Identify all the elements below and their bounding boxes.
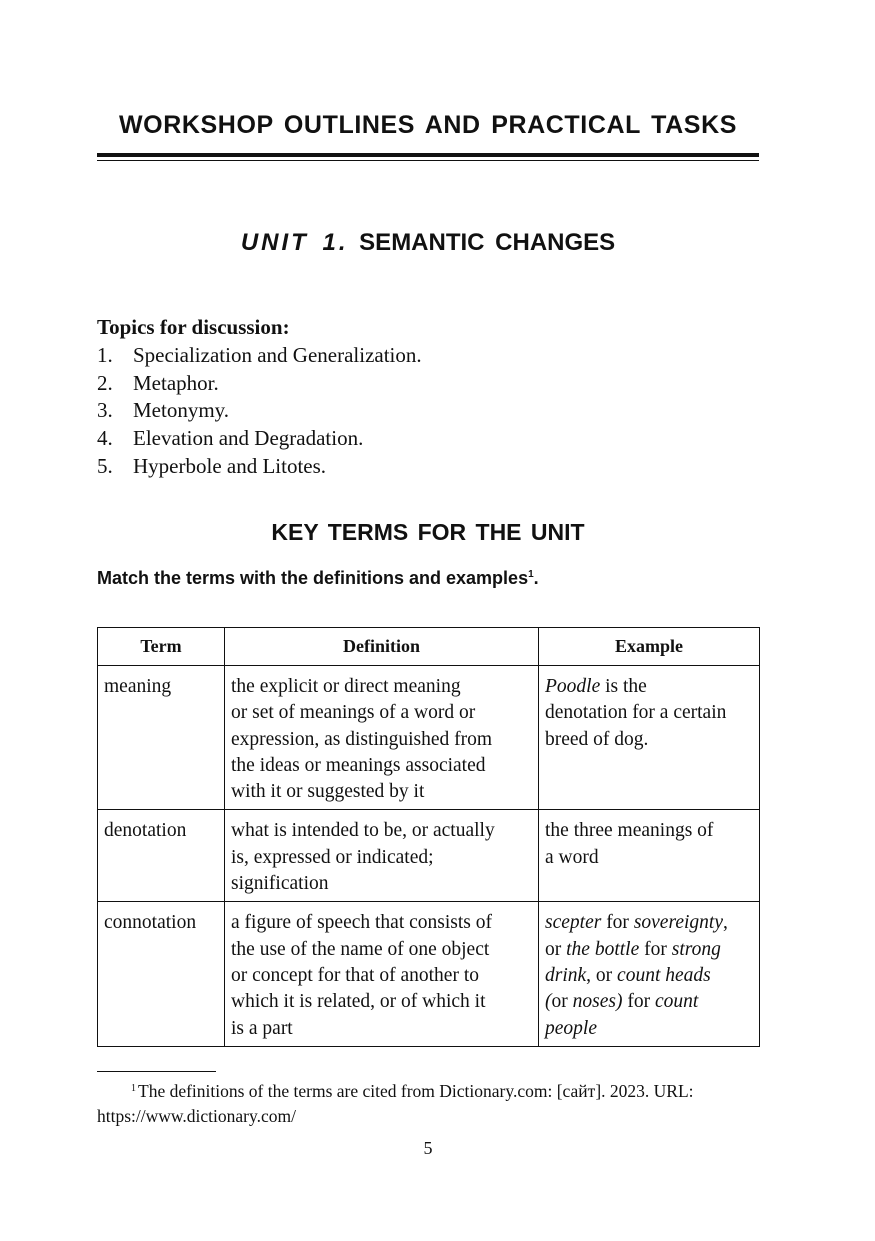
topic-item: 1. Specialization and Generalization.: [97, 343, 422, 367]
topics-list: [97, 342, 422, 480]
topics-heading: Topics for discussion:: [97, 315, 290, 339]
unit-label: UNIT 1.: [240, 229, 349, 256]
terms-table: [97, 627, 760, 1047]
term-cell: connotation: [98, 902, 225, 1046]
topic-item: 2. Metaphor.: [97, 370, 219, 395]
footnote-text: The definitions of the terms are cited from Dictionary.com: [сайт]. 2023. URL:: [138, 1081, 694, 1101]
header-rule-thick: [97, 153, 759, 157]
running-header-title: WORKSHOP OUTLINES AND PRACTICAL TASKS: [118, 111, 737, 139]
table-row: [98, 902, 760, 1046]
topic-item: 3. Metonymy.: [97, 398, 230, 423]
definition-cell: the explicit or direct meaning or set of meanings of a word or expression, as distinguished from the ideas or meanings associated with it or suggested by it: [225, 666, 539, 810]
unit-title: [97, 229, 759, 257]
footnote-url: https://www.dictionary.com/: [97, 1106, 296, 1126]
footnote-mark: 1: [131, 1083, 136, 1094]
key-terms-title: KEY TERMS FOR THE UNIT: [271, 519, 585, 545]
page-number: 5: [423, 1138, 433, 1158]
column-header-definition: Definition: [225, 628, 539, 666]
example-cell: Poodle is the denotation for a certain breed of dog.: [539, 666, 760, 810]
topic-item: 5. Hyperbole and Litotes.: [97, 453, 327, 478]
footnote-reference: 1: [528, 569, 534, 580]
definition-cell: a figure of speech that consists of the use of the name of one object or concept for that of another to which it is related, or of which it is a part: [225, 902, 539, 1046]
topic-item: 4. Elevation and Degradation.: [97, 426, 364, 451]
unit-name: SEMANTIC CHANGES: [359, 229, 616, 256]
task-instruction: Match the terms with the definitions and examples$^1$.: [97, 568, 539, 588]
footnote: [97, 1076, 759, 1129]
example-cell: scepter for sovereignty, or the bottle for strong drink, or count heads (or noses) for count people: [539, 902, 760, 1046]
table-row: [98, 666, 760, 810]
footnote-separator: [97, 1071, 216, 1072]
header-rule-thin: [97, 160, 759, 161]
term-cell: denotation: [98, 810, 225, 902]
column-header-example: Example: [539, 628, 760, 666]
example-cell: the three meanings of a word: [539, 810, 760, 902]
definition-cell: what is intended to be, or actually is, expressed or indicated; signification: [225, 810, 539, 902]
table-row: [98, 810, 760, 902]
table-header-row: [98, 628, 760, 666]
column-header-term: Term: [98, 628, 225, 666]
term-cell: meaning: [98, 666, 225, 810]
